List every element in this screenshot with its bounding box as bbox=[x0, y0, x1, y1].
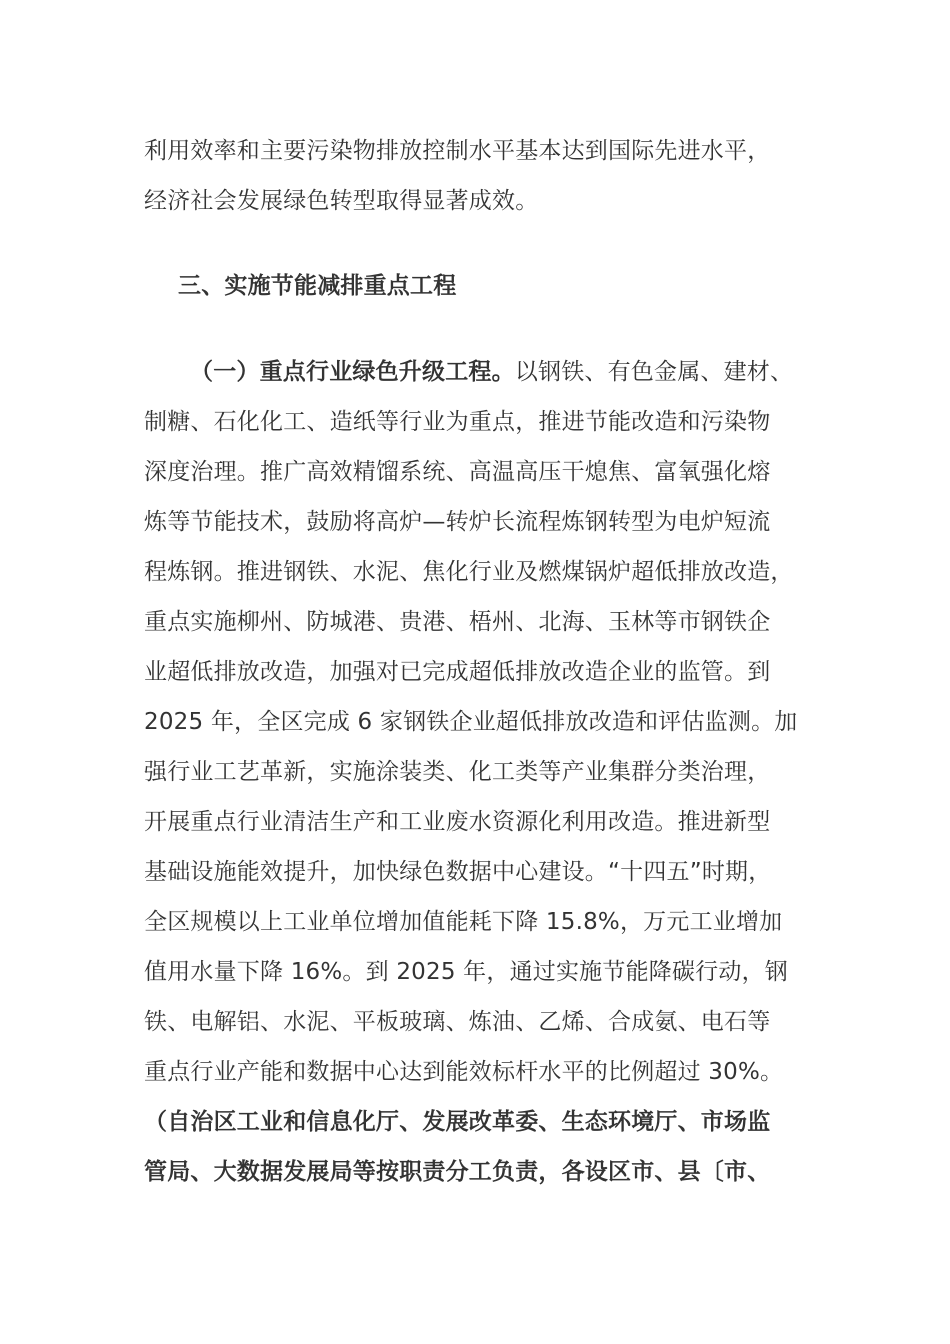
responsibility-line-2: 管局、大数据发展局等按职责分工负责，各设区市、县〔市、 bbox=[144, 1159, 771, 1185]
body-line: 全区规模以上工业单位增加值能耗下降 15.8%，万元工业增加 bbox=[144, 909, 783, 935]
body-line: 重点行业产能和数据中心达到能效标杆水平的比例超过 30%。 bbox=[144, 1059, 784, 1085]
body-line: 铁、电解铝、水泥、平板玻璃、炼油、乙烯、合成氨、电石等 bbox=[144, 1009, 771, 1035]
body-line: 炼等节能技术，鼓励将高炉—转炉长流程炼钢转型为电炉短流 bbox=[144, 509, 771, 535]
body-line: 值用水量下降 16%。到 2025 年，通过实施节能降碳行动，钢 bbox=[144, 959, 788, 985]
body-line: 强行业工艺革新，实施涂装类、化工类等产业集群分类治理， bbox=[144, 759, 771, 785]
body-line: 基础设施能效提升，加快绿色数据中心建设。“十四五”时期， bbox=[144, 859, 772, 885]
subsection-lead-line bbox=[190, 358, 793, 386]
body-line: 程炼钢。推进钢铁、水泥、焦化行业及燃煤锅炉超低排放改造， bbox=[144, 559, 794, 585]
body-line: 2025 年，全区完成 6 家钢铁企业超低排放改造和评估监测。加 bbox=[144, 709, 798, 735]
body-line: 制糖、石化化工、造纸等行业为重点，推进节能改造和污染物 bbox=[144, 409, 771, 435]
intro-line-1: 利用效率和主要污染物排放控制水平基本达到国际先进水平， bbox=[144, 138, 771, 164]
intro-line-2: 经济社会发展绿色转型取得显著成效。 bbox=[144, 188, 539, 214]
section-heading: 三、实施节能减排重点工程 bbox=[178, 273, 457, 299]
responsibility-line-1: （自治区工业和信息化厅、发展改革委、生态环境厅、市场监 bbox=[144, 1109, 771, 1135]
body-line: 深度治理。推广高效精馏系统、高温高压干熄焦、富氧强化熔 bbox=[144, 459, 771, 485]
body-line: 业超低排放改造，加强对已完成超低排放改造企业的监管。到 bbox=[144, 659, 771, 685]
subsection-title: （一）重点行业绿色升级工程。 bbox=[190, 359, 515, 385]
subsection-lead-text: 以钢铁、有色金属、建材、 bbox=[514, 359, 794, 385]
body-line: 开展重点行业清洁生产和工业废水资源化利用改造。推进新型 bbox=[144, 809, 771, 835]
body-line: 重点实施柳州、防城港、贵港、梧州、北海、玉林等市钢铁企 bbox=[144, 609, 771, 635]
